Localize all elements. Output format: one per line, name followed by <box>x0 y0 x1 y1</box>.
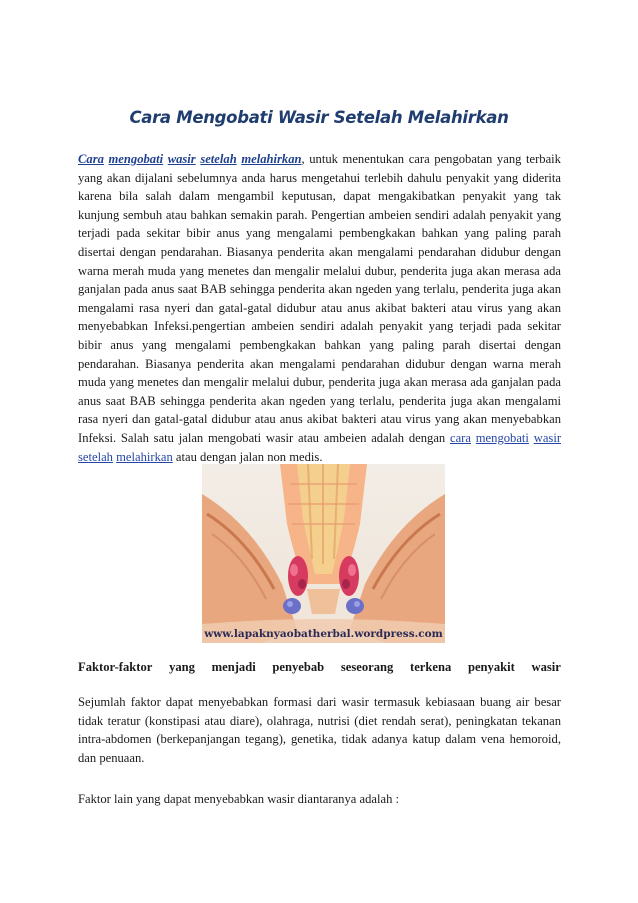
heading-word: yang <box>169 660 195 674</box>
article-link[interactable]: melahirkan <box>116 449 173 464</box>
intro-paragraph <box>78 150 561 466</box>
image-watermark: www.lapaknyaobatherbal.wordpress.com <box>204 628 443 640</box>
intro-text: , untuk menentukan cara pengobatan yang terbaik yang akan dijalani sebelumnya anda harus mengetahui terlebih dahulu penyakit yang diderita karena bila salah dalam mengambil keputusan, dapat mengakibatkan penyakit yang tak kunjung sembuh atau bahkan semakin parah. Pengertian ambeien sendiri adalah penyakit yang terjadi pada sekitar bibir anus yang mengalami pembengkakan bahkan yang paling parah disertai dengan pendarahan. Biasanya penderita akan mengalami pendarahan didubur dengan warna merah muda yang menetes dan mengalir melalui dubur, penderita juga akan merasa ada ganjalan pada anus saat BAB sehingga penderita akan ngeden yang terlalu, penderita juga akan mengalami rasa nyeri dan gatal-gatal didubur atau anus akibat bakteri atau virus yang akan menyebabkan Infeksi.pengertian ambeien sendiri adalah penyakit yang terjadi pada sekitar bibir anus yang mengalami pembengkakan bahkan yang paling parah disertai dengan pendarahan. Biasanya penderita akan mengalami pendarahan didubur dengan warna merah muda yang menetes dan mengalir melalui dubur, penderita juga akan merasa ada ganjalan pada anus saat BAB sehingga penderita akan ngeden yang terlalu, penderita juga akan mengalami rasa nyeri dan gatal-gatal didubur atau anus akibat bakteri atau virus yang akan menyebabkan Infeksi. Salah satu jalan mengobati wasir atau ambeien adalah dengan <box>78 152 561 445</box>
other-factors-paragraph: Faktor lain yang dapat menyebabkan wasir diantaranya adalah : <box>78 792 400 806</box>
article-link[interactable]: setelah <box>78 449 113 464</box>
keyword-link[interactable]: mengobati <box>108 152 164 166</box>
heading-word: wasir <box>531 660 561 674</box>
heading-word: penyebab <box>272 660 325 674</box>
heading-word: Faktor-faktor <box>78 660 153 674</box>
heading-word: menjadi <box>211 660 256 674</box>
factor-heading <box>78 660 561 675</box>
causes-paragraph: Sejumlah faktor dapat menyebabkan formasi dari wasir termasuk kebiasaan buang air besar tidak teratur (konstipasi atau diare), olahraga, nutrisi (diet rendah serat), peningkatan tekanan intra-abdomen (berkepanjangan tegang), genetika, tidak adanya katup dalam vena hemoroid, dan penuaan. <box>78 695 561 765</box>
hemorrhoid-illustration-graphic <box>202 464 445 643</box>
closing-text: atau dengan jalan non medis. <box>172 449 323 464</box>
heading-word: seseorang <box>340 660 394 674</box>
anatomy-illustration <box>202 464 445 643</box>
keyword-link[interactable]: wasir <box>167 152 196 166</box>
heading-word: penyakit <box>467 660 515 674</box>
article-link[interactable]: cara <box>450 430 471 445</box>
keyword-link[interactable]: melahirkan <box>241 152 302 166</box>
article-link[interactable]: mengobati <box>475 430 529 445</box>
article-link[interactable]: wasir <box>533 430 562 445</box>
page-title: Cara Mengobati Wasir Setelah Melahirkan <box>129 108 509 127</box>
keyword-link[interactable]: setelah <box>200 152 237 166</box>
heading-word: terkena <box>410 660 452 674</box>
keyword-link[interactable]: Cara <box>78 152 104 166</box>
